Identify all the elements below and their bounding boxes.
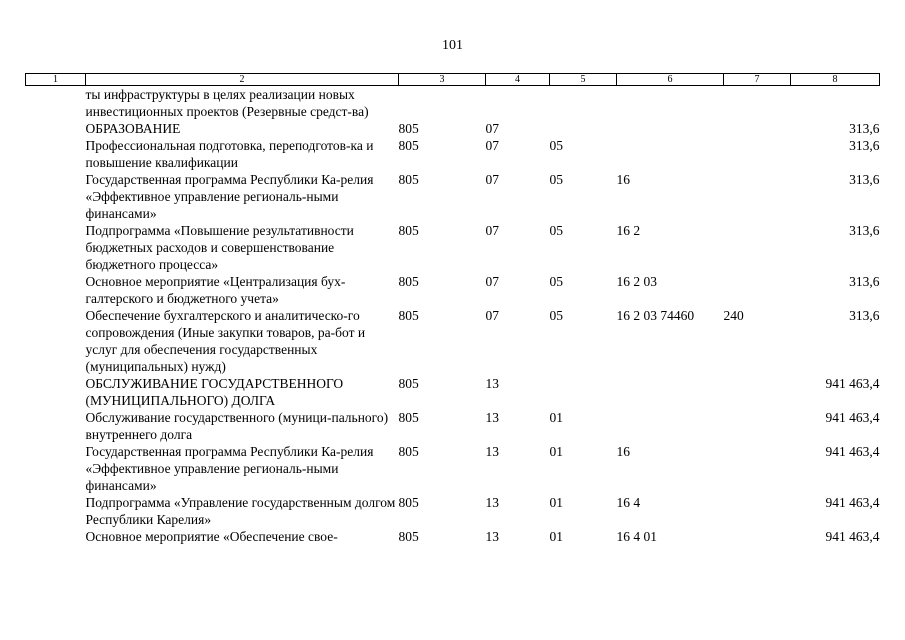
subsection-code-cell: 05: [549, 274, 563, 289]
row-name-cell: Подпрограмма «Повышение результативности бюджетных расходов и совершенствование бюджетного процесса»: [85, 223, 354, 272]
target-article-cell: 16 2 03 74460: [616, 308, 695, 323]
table-row: [26, 443, 880, 494]
ministry-code-cell: 805: [398, 529, 419, 544]
column-number: 7: [724, 74, 791, 86]
row-name-cell: Обеспечение бухгалтерского и аналитическо-го сопровождения (Иные закупки товаров, ра-бот и услуг для обеспечения государственных (муниципальных) нужд): [85, 308, 366, 374]
section-code-cell: 13: [485, 376, 499, 391]
ministry-code-cell: 805: [398, 308, 419, 323]
target-article-cell: 16 4 01: [616, 529, 657, 544]
column-number: 8: [791, 74, 880, 86]
table-row: [26, 307, 880, 375]
column-number: 5: [550, 74, 617, 86]
target-article-cell: 16: [616, 172, 630, 187]
section-code-cell: 07: [485, 138, 499, 153]
row-index-cell: [26, 307, 86, 375]
section-code-cell: 07: [485, 121, 499, 136]
column-number-row: [26, 74, 880, 86]
target-article-cell: 16: [616, 444, 630, 459]
expense-type-cell: 240: [723, 308, 744, 323]
table-body: [26, 86, 880, 546]
target-article-cell: 16 2: [616, 223, 641, 238]
table-row: [26, 494, 880, 528]
ministry-code-cell: 805: [398, 172, 419, 187]
target-article-cell: 16 2 03: [616, 274, 657, 289]
column-number: 6: [617, 74, 724, 86]
target-article-cell: [617, 409, 724, 443]
row-index-cell: [26, 120, 86, 137]
section-code-cell: 07: [485, 308, 499, 323]
subsection-code-cell: 05: [549, 172, 563, 187]
row-index-cell: [26, 86, 86, 121]
row-index-cell: [26, 137, 86, 171]
table-row: [26, 222, 880, 273]
row-name-cell: Государственная программа Республики Ка-релия «Эффективное управление региональ-ными финансами»: [85, 172, 374, 221]
amount-cell: 313,6: [849, 308, 880, 323]
budget-table: [25, 73, 880, 545]
expense-type-cell: [724, 120, 791, 137]
subsection-code-cell: [550, 86, 617, 121]
subsection-code-cell: 01: [549, 410, 563, 425]
table-row: [26, 171, 880, 222]
row-index-cell: [26, 443, 86, 494]
subsection-code-cell: 01: [549, 444, 563, 459]
ministry-code-cell: 805: [398, 138, 419, 153]
row-name-cell: Основное мероприятие «Обеспечение свое-: [85, 529, 338, 544]
target-article-cell: [617, 86, 724, 121]
amount-cell: 941 463,4: [825, 410, 880, 425]
ministry-code-cell: [399, 86, 486, 121]
table-row: [26, 86, 880, 121]
row-name-cell: Подпрограмма «Управление государственным долгом Республики Карелия»: [85, 495, 396, 527]
subsection-code-cell: [550, 375, 617, 409]
ministry-code-cell: 805: [398, 376, 419, 391]
ministry-code-cell: 805: [398, 274, 419, 289]
subsection-code-cell: 05: [549, 308, 563, 323]
row-name-cell: Профессиональная подготовка, переподготов-ка и повышение квалификации: [85, 138, 374, 170]
section-code-cell: 07: [485, 223, 499, 238]
row-index-cell: [26, 409, 86, 443]
ministry-code-cell: 805: [398, 223, 419, 238]
ministry-code-cell: 805: [398, 121, 419, 136]
subsection-code-cell: 01: [549, 529, 563, 544]
target-article-cell: [617, 137, 724, 171]
amount-cell: 313,6: [849, 121, 880, 136]
expense-type-cell: [724, 375, 791, 409]
table-header: [26, 74, 880, 86]
column-number: 2: [86, 74, 399, 86]
section-code-cell: 07: [485, 172, 499, 187]
amount-cell: 941 463,4: [825, 444, 880, 459]
expense-type-cell: [724, 171, 791, 222]
ministry-code-cell: 805: [398, 495, 419, 510]
section-code-cell: 07: [485, 274, 499, 289]
table-row: [26, 409, 880, 443]
expense-type-cell: [724, 494, 791, 528]
target-article-cell: [617, 375, 724, 409]
section-code-cell: 13: [485, 410, 499, 425]
table-row: [26, 120, 880, 137]
amount-cell: 941 463,4: [825, 376, 880, 391]
expense-type-cell: [724, 528, 791, 545]
amount-cell: 313,6: [849, 274, 880, 289]
row-index-cell: [26, 494, 86, 528]
row-name-cell: ОБРАЗОВАНИЕ: [85, 121, 181, 136]
table-row: [26, 273, 880, 307]
row-name-cell: Обслуживание государственного (муници-пального) внутреннего долга: [85, 410, 389, 442]
ministry-code-cell: 805: [398, 410, 419, 425]
subsection-code-cell: 01: [549, 495, 563, 510]
row-name-cell: ты инфраструктуры в целях реализации новых инвестиционных проектов (Резервные средст-ва): [85, 87, 369, 119]
row-index-cell: [26, 222, 86, 273]
expense-type-cell: [724, 222, 791, 273]
amount-cell: 313,6: [849, 138, 880, 153]
subsection-code-cell: [550, 120, 617, 137]
table-row: [26, 137, 880, 171]
subsection-code-cell: 05: [549, 138, 563, 153]
amount-cell: [791, 86, 880, 121]
expense-type-cell: [724, 409, 791, 443]
expense-type-cell: [724, 273, 791, 307]
ministry-code-cell: 805: [398, 444, 419, 459]
section-code-cell: [486, 86, 550, 121]
table-row: [26, 528, 880, 545]
section-code-cell: 13: [485, 444, 499, 459]
column-number: 4: [486, 74, 550, 86]
subsection-code-cell: 05: [549, 223, 563, 238]
section-code-cell: 13: [485, 495, 499, 510]
row-name-cell: Государственная программа Республики Ка-релия «Эффективное управление региональ-ными финансами»: [85, 444, 374, 493]
row-name-cell: Основное мероприятие «Централизация бух-галтерского и бюджетного учета»: [85, 274, 346, 306]
row-index-cell: [26, 375, 86, 409]
column-number: 1: [26, 74, 86, 86]
amount-cell: 941 463,4: [825, 529, 880, 544]
expense-type-cell: [724, 86, 791, 121]
expense-type-cell: [724, 137, 791, 171]
page-number: 101: [442, 38, 463, 53]
amount-cell: 313,6: [849, 172, 880, 187]
target-article-cell: [617, 120, 724, 137]
column-number: 3: [399, 74, 486, 86]
row-index-cell: [26, 528, 86, 545]
amount-cell: 941 463,4: [825, 495, 880, 510]
row-index-cell: [26, 171, 86, 222]
row-name-cell: ОБСЛУЖИВАНИЕ ГОСУДАРСТВЕННОГО (МУНИЦИПАЛЬНОГО) ДОЛГА: [85, 376, 344, 408]
section-code-cell: 13: [485, 529, 499, 544]
table-row: [26, 375, 880, 409]
row-index-cell: [26, 273, 86, 307]
amount-cell: 313,6: [849, 223, 880, 238]
target-article-cell: 16 4: [616, 495, 641, 510]
expense-type-cell: [724, 443, 791, 494]
